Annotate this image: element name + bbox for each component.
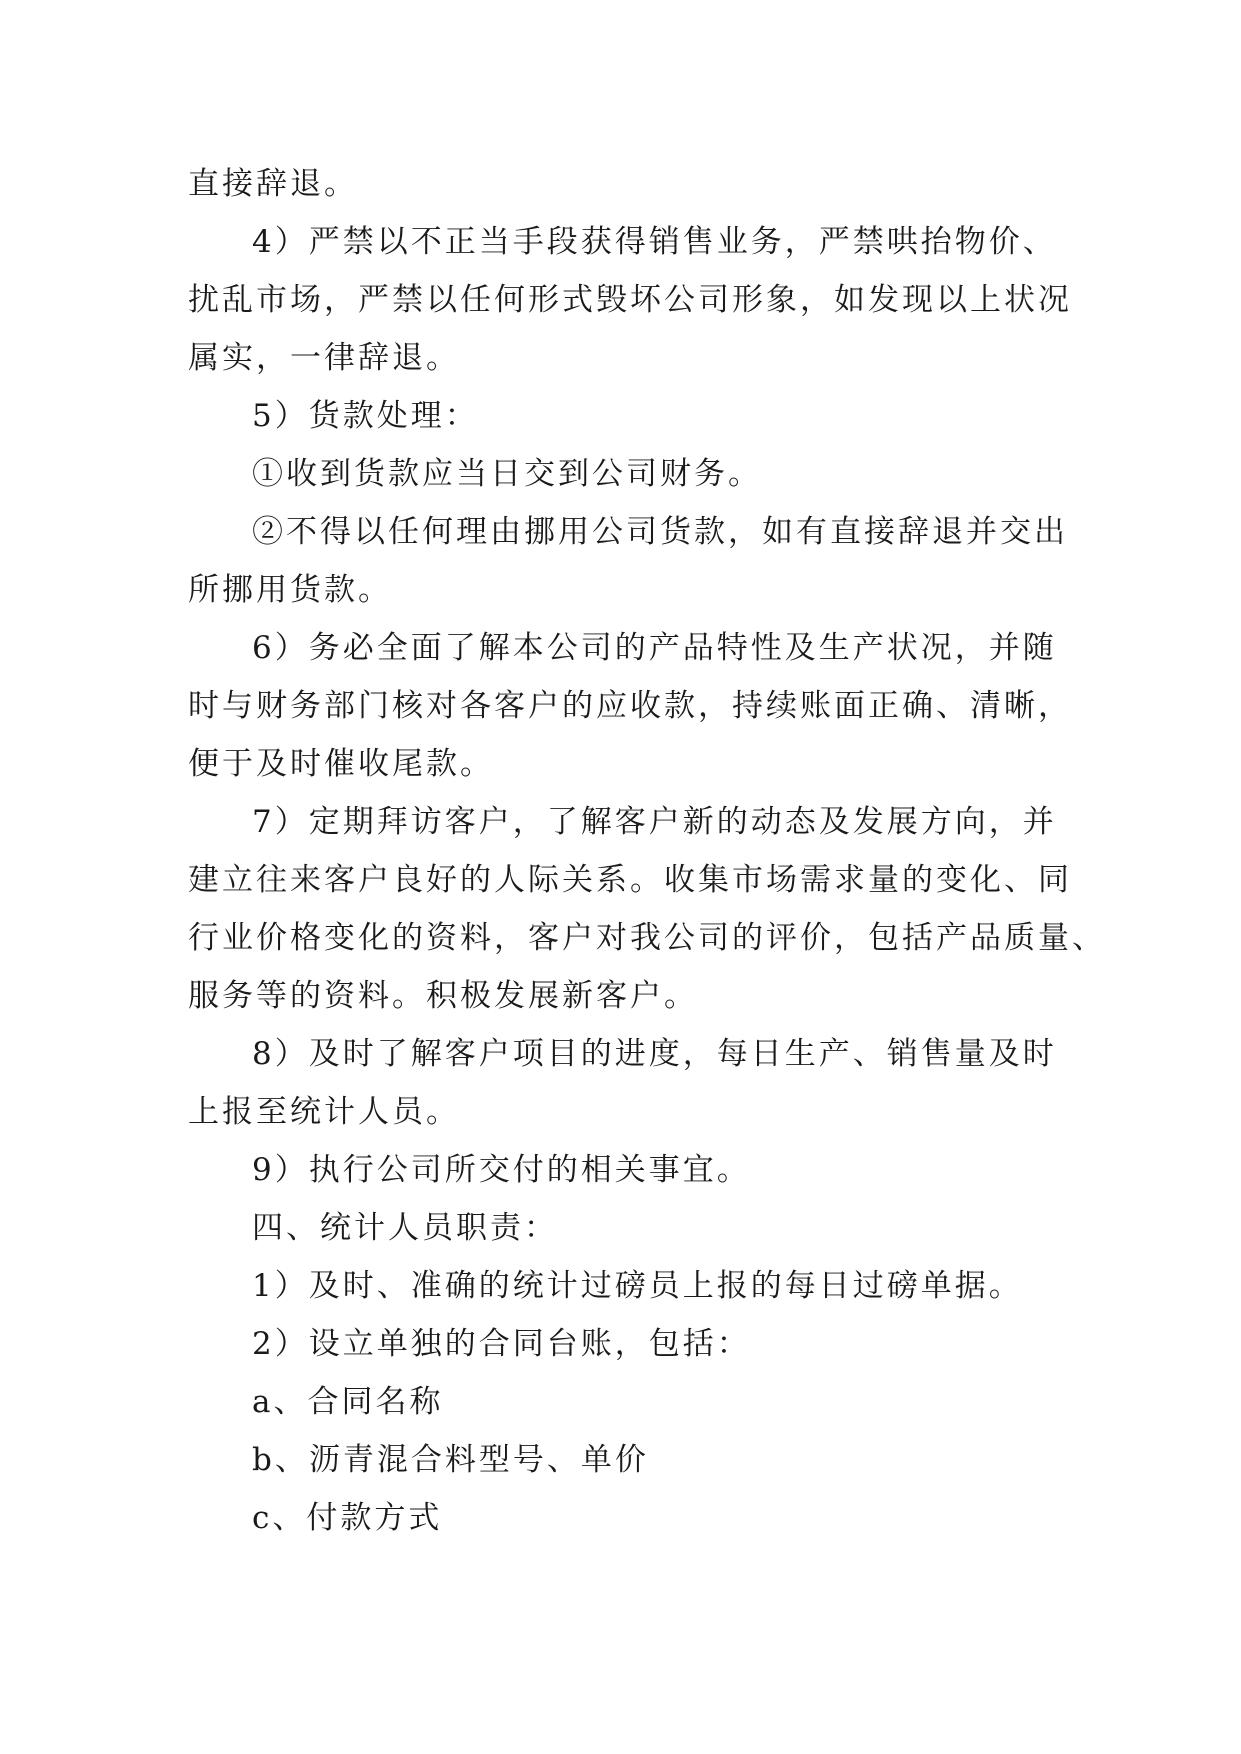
text-line: 行业价格变化的资料，客户对我公司的评价，包括产品质量、 [188, 920, 1106, 956]
text-line: 服务等的资料。积极发展新客户。 [188, 978, 698, 1014]
text-line: 6）务必全面了解本公司的产品特性及生产状况，并随 [252, 630, 1057, 666]
text-line: ①收到货款应当日交到公司财务。 [252, 456, 762, 492]
paragraph [188, 1315, 1068, 1373]
paragraph [188, 445, 1068, 503]
list-item: b、沥青混合料型号、单价 [252, 1442, 649, 1478]
paragraph [188, 1489, 1068, 1547]
text-line: 所挪用货款。 [188, 572, 392, 608]
paragraph [188, 619, 1072, 793]
section-heading: 四、统计人员职责： [252, 1210, 558, 1246]
paragraph [188, 155, 1068, 213]
paragraph [188, 387, 1068, 445]
list-item: a、合同名称 [252, 1384, 444, 1420]
text-line: 时与财务部门核对各客户的应收款，持续账面正确、清晰， [188, 688, 1072, 724]
text-line: 属实，一律辞退。 [188, 340, 460, 376]
text-line: 9）执行公司所交付的相关事宜。 [252, 1152, 751, 1188]
text-line: 1）及时、准确的统计过磅员上报的每日过磅单据。 [252, 1268, 1023, 1304]
text-line: 扰乱市场，严禁以任何形式毁坏公司形象，如发现以上状况 [188, 282, 1072, 318]
paragraph [188, 503, 1068, 619]
paragraph [188, 793, 1106, 1025]
document-page [188, 155, 1106, 1547]
paragraph [188, 1257, 1068, 1315]
text-line: ②不得以任何理由挪用公司货款，如有直接辞退并交出 [252, 514, 1068, 550]
text-line: 5）货款处理： [252, 398, 479, 434]
paragraph [188, 1199, 1068, 1257]
list-item: c、付款方式 [252, 1500, 443, 1536]
paragraph [188, 1141, 1068, 1199]
paragraph [188, 1431, 1068, 1489]
text-line: 上报至统计人员。 [188, 1094, 460, 1130]
paragraph [188, 1373, 1068, 1431]
text-line: 建立往来客户良好的人际关系。收集市场需求量的变化、同 [188, 862, 1072, 898]
text-line: 7）定期拜访客户，了解客户新的动态及发展方向，并 [252, 804, 1057, 840]
text-line: 直接辞退。 [188, 166, 358, 202]
text-line: 2）设立单独的合同台账，包括： [252, 1326, 751, 1362]
text-line: 便于及时催收尾款。 [188, 746, 494, 782]
paragraph [188, 213, 1072, 387]
text-line: 8）及时了解客户项目的进度，每日生产、销售量及时 [252, 1036, 1057, 1072]
text-line: 4）严禁以不正当手段获得销售业务，严禁哄抬物价、 [252, 224, 1057, 260]
paragraph [188, 1025, 1068, 1141]
